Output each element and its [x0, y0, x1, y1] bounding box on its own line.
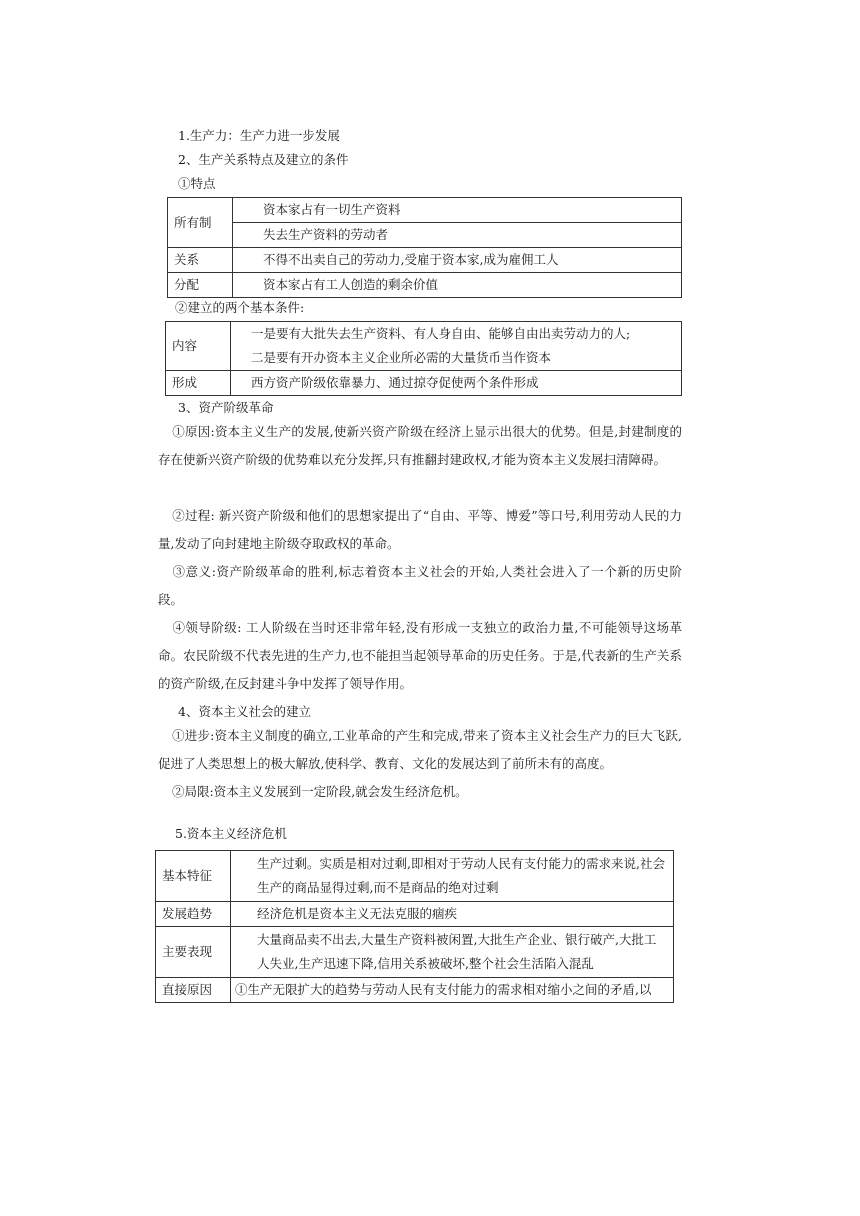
cell-cause-key: 直接原因 — [156, 978, 231, 1003]
heading-relations: 2、生产关系特点及建立的条件 — [178, 152, 349, 167]
paragraph-limitation: ②局限:资本主义发展到一定阶段,就会发生经济危机。 — [172, 784, 468, 799]
conditions-table — [165, 321, 682, 396]
subheading-conditions: ②建立的两个基本条件: — [175, 300, 305, 315]
condition-one: 一是要有大批失去生产资料、有人身自由、能够自由出卖劳动力的人; — [251, 326, 631, 341]
paragraph-leadership: ④领导阶级: 工人阶级在当时还非常年轻,没有形成一支独立的政治力量,不可能领导这场革命。农民阶级不代表先进的生产力,也不能担当起领导革命的历史任务。于是,代表新的生产关系的资产阶级,在反封建斗争中发挥了领导作用。 — [158, 620, 682, 691]
cell-trend-val: 经济危机是资本主义无法克服的痼疾 — [231, 902, 674, 927]
cell-distribution-val: 资本家占有工人创造的剩余价值 — [233, 273, 682, 298]
cell-relation-val: 不得不出卖自己的劳动力,受雇于资本家,成为雇佣工人 — [233, 248, 682, 273]
cell-content-val — [231, 322, 682, 371]
paragraph-process: ②过程: 新兴资产阶级和他们的思想家提出了“自由、平等、博爱”等口号,利用劳动人民的力量,发动了向封建地主阶级夺取政权的革命。 — [158, 508, 682, 551]
cell-formation-val: 西方资产阶级依靠暴力、通过掠夺促使两个条件形成 — [231, 371, 682, 396]
cell-distribution-key: 分配 — [168, 273, 233, 298]
cell-feature-val: 生产过剩。实质是相对过剩,即相对于劳动人民有支付能力的需求来说,社会生产的商品显得过剩,而不是商品的绝对过剩 — [231, 851, 674, 902]
heading-revolution: 3、资产阶级革命 — [178, 400, 274, 415]
crisis-table — [155, 850, 674, 1003]
condition-two: 二是要有开办资本主义企业所必需的大量货币当作资本 — [251, 350, 552, 365]
features-table — [167, 197, 682, 298]
heading-establishment: 4、资本主义社会的建立 — [178, 704, 311, 719]
cell-ownership-key: 所有制 — [168, 198, 233, 248]
cell-content-key: 内容 — [166, 322, 231, 371]
cell-feature-key: 基本特征 — [156, 851, 231, 902]
cell-ownership-a: 资本家占有一切生产资料 — [233, 198, 682, 223]
heading-productivity: 1.生产力：生产力进一步发展 — [178, 128, 340, 143]
cell-trend-key: 发展趋势 — [156, 902, 231, 927]
cell-cause-val: ①生产无限扩大的趋势与劳动人民有支付能力的需求相对缩小之间的矛盾,以 — [231, 978, 674, 1003]
cell-relation-key: 关系 — [168, 248, 233, 273]
heading-crisis: 5.资本主义经济危机 — [175, 826, 287, 841]
cell-ownership-b: 失去生产资料的劳动者 — [233, 223, 682, 248]
paragraph-progress: ①进步:资本主义制度的确立,工业革命的产生和完成,带来了资本主义社会生产力的巨大飞跃,促进了人类思想上的极大解放,使科学、教育、文化的发展达到了前所未有的高度。 — [158, 728, 682, 771]
subheading-features: ①特点 — [178, 176, 216, 191]
cell-formation-key: 形成 — [166, 371, 231, 396]
paragraph-significance: ③意义:资产阶级革命的胜利,标志着资本主义社会的开始,人类社会进入了一个新的历史阶段。 — [158, 564, 682, 607]
paragraph-cause: ①原因:资本主义生产的发展,使新兴资产阶级在经济上显示出很大的优势。但是,封建制度的存在使新兴资产阶级的优势难以充分发挥,只有推翻封建政权,才能为资本主义发展扫清障碍。 — [158, 424, 682, 467]
cell-manifestation-key: 主要表现 — [156, 927, 231, 978]
cell-manifestation-val: 大量商品卖不出去,大量生产资料被闲置,大批生产企业、银行破产,大批工人失业,生产迅速下降,信用关系被破坏,整个社会生活陷入混乱 — [231, 927, 674, 978]
